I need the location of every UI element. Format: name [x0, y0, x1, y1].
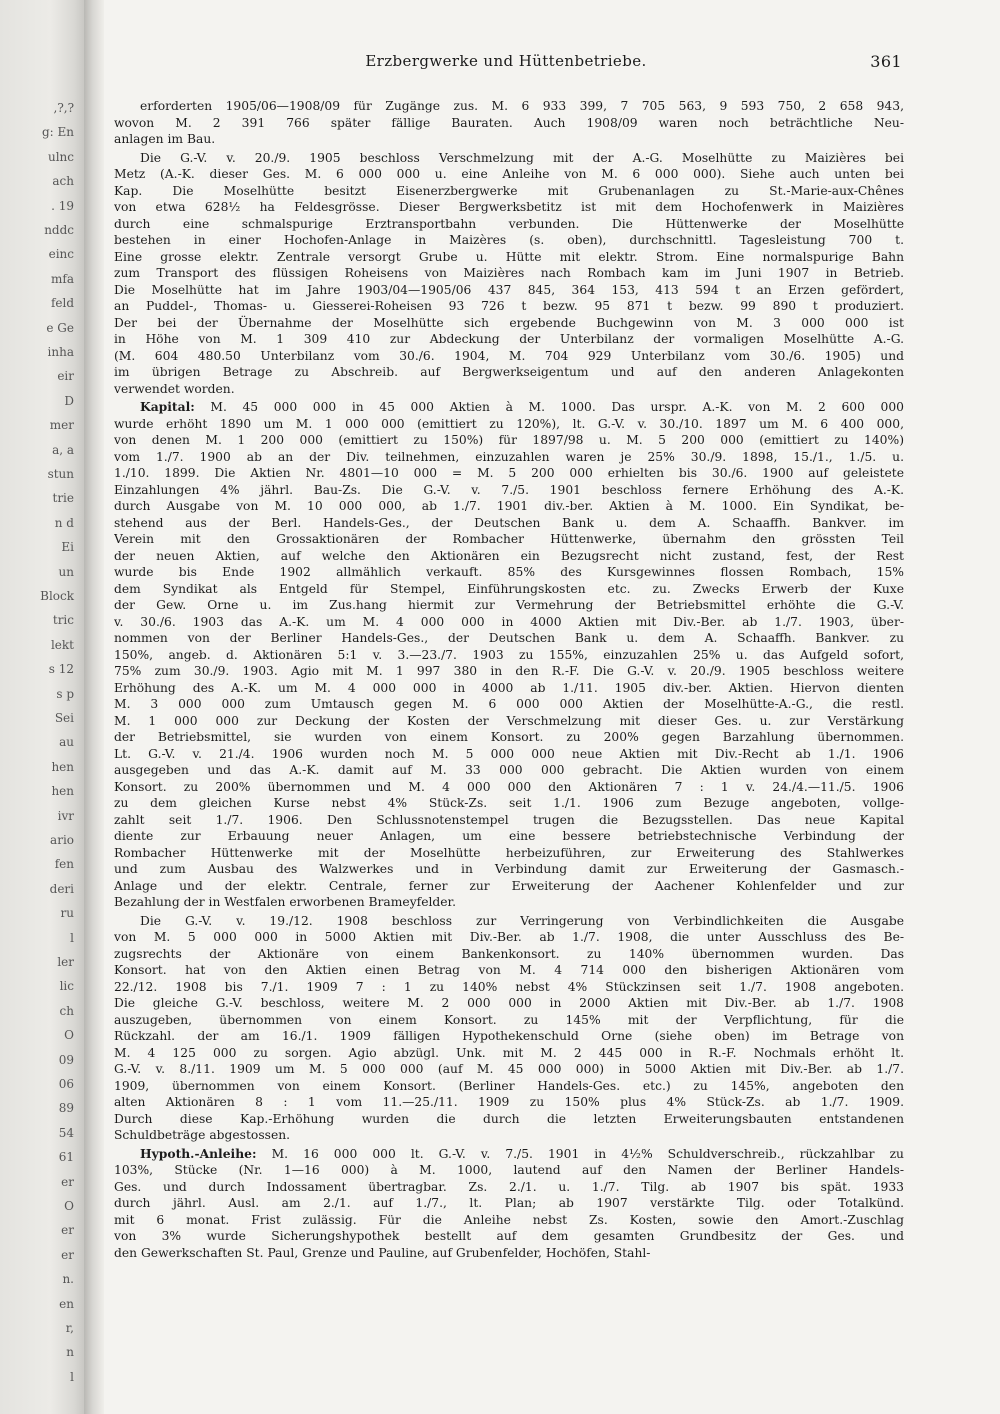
- facing-page-fragment: D: [64, 393, 74, 408]
- text-line: M. 3 000 000 zum Umtausch gegen M. 6 000 000 Aktien der Moselhütte-A.-G., die restl.: [114, 697, 904, 711]
- text-line: 22./12. 1908 bis 7./1. 1909 7 : 1 zu 140% nebst 4% Stückzinsen seit 1./7. 1908 angeboten.: [114, 979, 904, 994]
- facing-page-fragment: eir: [57, 369, 74, 384]
- facing-page-fragment: er: [61, 1174, 74, 1189]
- section-kapital: [114, 399, 904, 911]
- text-line: der neuen Aktien, auf welche den Aktionären ein Bezugsrecht nicht zustand, fest, der Rest: [114, 548, 904, 563]
- text-line: Der bei der Übernahme der Moselhütte sich ergebende Buchgewinn von M. 3 000 000 ist: [114, 315, 904, 330]
- facing-page-fragment: Ei: [61, 540, 74, 555]
- text-line: 75% zum 30./9. 1903. Agio mit M. 1 997 380 in den R.-F. Die G.-V. v. 20./9. 1905 beschloss weitere: [114, 664, 904, 678]
- text-line: v. 30./6. 1903 das A.-K. um M. 4 000 000 in 4000 Aktien mit Div.-Ber. ab 1./7. 1903, über-: [114, 614, 904, 629]
- text-line: Die gleiche G.-V. beschloss, weitere M. 2 000 000 in 2000 Aktien mit Div.-Ber. ab 1./7. 1908: [114, 996, 904, 1010]
- text-line: in Höhe von M. 1 309 410 zur Abdeckung der Unterbilanz der vormaligen Moselhütte A.-G.: [114, 332, 904, 346]
- text-line: an Puddel-, Thomas- u. Giesserei-Roheisen 93 726 t bezw. 95 871 t bezw. 99 890 t produziert.: [114, 299, 904, 313]
- facing-page-fragment: 06: [58, 1077, 74, 1091]
- facing-page-fragment: inha: [47, 345, 74, 359]
- text-line: von etwa 628½ ha Feldesgrösse. Dieser Bergwerksbetitz ist mit dem Hochofenwerk in Maizières: [114, 200, 904, 214]
- text-line: Eine grosse elektr. Zentrale versorgt Grube u. Hütte mit elektr. Strom. Eine normalspurige Bahn: [114, 249, 904, 264]
- text-line: durch jährl. Ausl. am 2./1. auf 1./7., lt. Plan; ab 1907 verstärkte Tilg. oder Totalkünd.: [114, 1196, 904, 1210]
- text-line: wurde bis Ende 1902 allmählich verkauft. 85% des Kursgewinnes flossen Rombach, 15%: [114, 565, 904, 579]
- text-line: bestehen in einer Hochofen-Anlage in Maizères (s. oben), durchschnittl. Tagesleistung 700 t.: [114, 233, 904, 247]
- facing-page-fragment: einc: [48, 247, 74, 262]
- facing-page-fragment: lic: [59, 979, 74, 994]
- facing-page-fragment: mer: [49, 418, 74, 433]
- text-line: mit 6 monat. Frist zulässig. Für die Anleihe nebst Zs. Kosten, sowie den Amort.-Zuschlag: [114, 1212, 904, 1227]
- text-line: Bezahlung der in Westfalen erworbenen Brameyfelder.: [114, 895, 456, 909]
- facing-page-fragment: un: [58, 564, 74, 579]
- facing-page-fragment: ,?,?: [53, 101, 74, 115]
- facing-page-fragment: feld: [50, 296, 74, 311]
- page-number: 361: [870, 52, 902, 71]
- text-line: wurde erhöht 1890 um M. 1 000 000 (emittiert zu 120%), lt. G.-V. v. 30./10. 1897 um M. 6 400 000,: [114, 416, 904, 431]
- facing-page-fragment: trie: [52, 491, 74, 506]
- facing-page-fragment: fen: [54, 857, 74, 872]
- text-line: im übrigen Betrage zu Abschreib. auf Bergwerkseigentum und auf den anderen Anlagekonten: [114, 365, 904, 379]
- text-line: durch eine schmalspurige Erztransportbahn verbunden. Die Hüttenwerke der Moselhütte: [114, 216, 904, 231]
- text-line: von denen M. 1 200 000 (emittiert zu 150%) für 1897/98 u. M. 5 200 000 (emittiert zu 140%): [114, 433, 904, 447]
- facing-page-fragment: en: [59, 1296, 74, 1311]
- text-line: Die Moselhütte hat im Jahre 1903/04—1905/06 437 845, 364 153, 413 594 t an Erzen gefördert,: [114, 282, 904, 297]
- text-line: (M. 604 480.50 Unterbilanz vom 30./6. 1904, M. 704 929 Unterbilanz vom 30./6. 1905) und: [114, 348, 904, 363]
- facing-page-fragment: s p: [56, 686, 74, 701]
- text-line: 1909, übernommen von einem Konsort. (Berliner Handels-Ges. etc.) zu 145%, angeboten den: [114, 1078, 904, 1093]
- text-line-content: M. 16 000 000 lt. G.-V. v. 7./5. 1901 in 4½% Schuldverschreib., rückzahlbar zu: [271, 1146, 904, 1161]
- paragraph: [114, 913, 904, 1144]
- text-line: 103%, Stücke (Nr. 1—16 000) à M. 1000, lautend auf den Namen der Berliner Handels-: [114, 1163, 904, 1177]
- text-line: vom 1./7. 1900 ab an der Div. teilnehmen, einzuzahlen waren je 25% 30./9. 1898, 15./1., 1./5. u.: [114, 449, 904, 464]
- facing-page-fragment: lekt: [50, 637, 74, 652]
- facing-page-fragment: er: [61, 1223, 74, 1238]
- text-line: 150%, angeb. d. Aktionären 5:1 v. 3.—23./7. 1903 zu 155%, einzuzahlen 25% u. das Aufgeld sofort,: [114, 647, 904, 662]
- facing-page-fragment: ach: [52, 174, 74, 189]
- text-line: Erhöhung des A.-K. um M. 4 000 000 in 4000 ab 1./11. 1905 div.-ber. Aktien. Hiervon dienten: [114, 680, 904, 695]
- facing-page-fragment: stun: [47, 467, 74, 481]
- page-fold-shadow: [84, 0, 104, 1414]
- text-line: verwendet worden.: [114, 381, 235, 396]
- text-line: durch Ausgabe von M. 10 000 000, ab 1./7. 1901 div.-ber. Aktien à M. 1000. Ein Syndikat, be-: [114, 499, 904, 513]
- text-line: und zum Ausbau des Walzwerkes und in Verbindung damit zur Erweiterung der Gasmasch.-: [114, 862, 904, 876]
- text-line: auszugeben, übernommen von einem Konsort. zu 145% mit der Verpflichtung, für die: [114, 1012, 904, 1027]
- facing-page-fragment: O: [64, 1028, 74, 1043]
- text-line: anlagen im Bau.: [114, 132, 216, 146]
- paragraph: [114, 98, 904, 148]
- text-line: Konsort. hat von den Aktien einen Betrag von M. 4 714 000 den bisherigen Aktionären vom: [114, 963, 904, 977]
- text-line: Rombacher Hüttenwerke mit der Moselhütte herbeizuführen, zur Erweiterung des Stahlwerkes: [114, 845, 904, 860]
- text-line: zum Transport des flüssigen Roheisens von Maizières nach Rombach kam im Juni 1907 in Betrieb.: [114, 266, 904, 280]
- section-label: Kapital:: [140, 399, 195, 414]
- facing-page-fragment: ulnc: [47, 149, 74, 164]
- facing-page-fragment: e Ge: [46, 320, 74, 335]
- text-line: Schuldbeträge abgestossen.: [114, 1128, 291, 1142]
- text-line: den Gewerkschaften St. Paul, Grenze und Pauline, auf Grubenfelder, Hochöfen, Stahl-: [114, 1245, 651, 1260]
- facing-page-fragment: ru: [60, 906, 74, 921]
- facing-page-fragment: O: [64, 1199, 74, 1213]
- text-line: zu dem gleichen Kurse nebst 4% Stück-Zs. seit 1./1. 1906 zum Bezuge angeboten, vollge-: [114, 796, 904, 810]
- facing-page-fragment: 61: [58, 1150, 74, 1165]
- text-line: Ges. und durch Indossament übertragbar. Zs. 2./1. u. 1./7. Tilg. ab 1907 bis spät. 1933: [114, 1179, 904, 1194]
- facing-page-fragment: au: [59, 735, 74, 750]
- text-line: Kap. Die Moselhütte besitzt Eisenerzbergwerke mit Grubenanlagen zu St.-Marie-aux-Chênes: [114, 183, 904, 198]
- facing-page-fragment: 09: [58, 1052, 74, 1067]
- text-line: [114, 399, 904, 416]
- text-line: Konsort. zu 200% übernommen und M. 4 000 000 den Aktionären 7 : 1 v. 24./4.—11./5. 1906: [114, 779, 904, 794]
- facing-page-fragment: n.: [62, 1272, 74, 1287]
- facing-page-fragment: l: [70, 1369, 74, 1384]
- facing-page-fragment: n d: [54, 515, 74, 530]
- facing-page-fragment: r,: [65, 1321, 74, 1335]
- facing-page-fragment: n: [66, 1345, 74, 1360]
- text-line: erforderten 1905/06—1908/09 für Zugänge zus. M. 6 933 399, 7 705 563, 9 593 750, 2 658 943,: [140, 99, 904, 113]
- text-line-content: M. 45 000 000 in 45 000 Aktien à M. 1000. Das urspr. A.-K. von M. 2 600 000: [210, 400, 904, 414]
- facing-page-fragment: 89: [58, 1101, 74, 1116]
- text-line: Durch diese Kap.-Erhöhung wurden die durch die letzten Erweiterungsbauten entstandenen: [114, 1111, 904, 1126]
- text-line: 1./10. 1899. Die Aktien Nr. 4801—10 000 = M. 5 200 000 erhielten bis 30./6. 1900 auf geleistete: [114, 466, 904, 480]
- facing-page-fragment: hen: [51, 759, 74, 774]
- text-line: von 3% wurde Sicherungshypothek bestellt auf dem gesamten Grundbesitz der Ges. und: [114, 1229, 904, 1243]
- text-line: Anlage und der elektr. Centrale, ferner zur Erweiterung der Aachener Kohlenfelder und zur: [114, 878, 904, 893]
- page-header: [110, 52, 902, 80]
- text-line: Rückzahl. der am 16./1. 1909 fälligen Hypothekenschuld Orne (siehe oben) im Betrage von: [114, 1029, 904, 1043]
- text-line: nommen von der Berliner Handels-Ges., der Deutschen Bank u. dem A. Schaaffh. Bankver. zu: [114, 631, 904, 645]
- facing-page-fragment: ler: [57, 955, 74, 969]
- facing-page-fragment: deri: [49, 881, 74, 896]
- text-line: der Betriebsmittel, sie wurden von einem Konsort. zu 200% gegen Barzahlung übernommen.: [114, 730, 904, 744]
- section-hypoth-anleihe: [114, 1146, 904, 1262]
- running-title: Erzbergwerke und Hüttenbetriebe.: [365, 52, 647, 70]
- text-line: zugsrechts der Aktionäre von einem Bankenkonsort. zu 140% übernommen wurden. Das: [114, 946, 904, 961]
- facing-page-fragment: ch: [59, 1003, 74, 1018]
- text-line: ausgegeben und das A.-K. damit auf M. 33 000 000 gebracht. Die Aktien wurden von einem: [114, 763, 904, 777]
- facing-page-fragment: ario: [50, 833, 74, 847]
- facing-page-fragment: mfa: [51, 271, 74, 286]
- text-line: wovon M. 2 391 766 später fällige Bauraten. Auch 1908/09 waren noch beträchtliche Neu-: [114, 115, 904, 130]
- facing-page-fragment: g: En: [41, 125, 74, 140]
- facing-page-fragment: s 12: [48, 662, 74, 677]
- facing-page-fragment: a, a: [52, 442, 74, 457]
- facing-page-fragment: tric: [52, 613, 74, 628]
- text-line: M. 4 125 000 zu sorgen. Agio abzügl. Unk. mit M. 2 445 000 in R.-F. Nochmals erhöht lt.: [114, 1045, 904, 1060]
- text-line: Die G.-V. v. 19./12. 1908 beschloss zur Verringerung von Verbindlichkeiten die Ausgabe: [140, 913, 904, 928]
- text-line: zahlt seit 1./7. 1906. Den Schlussnotenstempel trugen die Bezugsstellen. Das neue Kapital: [114, 812, 904, 827]
- text-line: [114, 1146, 904, 1163]
- facing-page-fragment: Sei: [54, 711, 74, 725]
- facing-page-fragment: . 19: [51, 198, 74, 213]
- facing-page-fragment: nddc: [44, 223, 74, 237]
- text-line: alten Aktionären 8 : 1 vom 11.—25./11. 1909 zu 150% plus 4% Stück-Zs. ab 1./7. 1909.: [114, 1095, 904, 1109]
- paragraph: [114, 150, 904, 398]
- text-line: Die G.-V. v. 20./9. 1905 beschloss Verschmelzung mit der A.-G. Moselhütte zu Maizières bei: [140, 150, 904, 165]
- facing-page-fragment: ivr: [57, 808, 74, 823]
- text-line: diente zur Erbauung neuer Anlagen, um eine bessere betriebstechnische Verbindung der: [114, 829, 904, 843]
- text-line: Verein mit den Grossaktionären der Rombacher Hüttenwerke, übernahm den grössten Teil: [114, 532, 904, 546]
- facing-page-bleed: [0, 0, 84, 1414]
- page-body: [114, 98, 904, 1261]
- text-line: Metz (A.-K. dieser Ges. M. 6 000 000 u. eine Anleihe von M. 6 000 000). Siehe auch unten bei: [114, 167, 904, 181]
- facing-page-fragment: hen: [51, 784, 74, 799]
- facing-page-fragment: er: [61, 1247, 74, 1262]
- text-line: Einzahlungen 4% jährl. Bau-Zs. Die G.-V. v. 7./5. 1901 beschloss fernere Erhöhung des A.-K.: [114, 482, 904, 497]
- facing-page-fragment: 54: [58, 1125, 74, 1140]
- text-line: M. 1 000 000 zur Deckung der Kosten der Verschmelzung mit dieser Ges. u. zur Verstärkung: [114, 713, 904, 728]
- text-line: Lt. G.-V. v. 21./4. 1906 wurden noch M. 5 000 000 neue Aktien mit Div.-Recht ab 1./1. 1906: [114, 746, 904, 761]
- text-line: der Gew. Orne u. im Zus.hang hiermit zur Vermehrung der Betriebsmittel erhöhte die G.-V.: [114, 598, 904, 612]
- section-label: Hypoth.-Anleihe:: [140, 1145, 257, 1161]
- facing-page-fragment: l: [70, 930, 74, 945]
- text-line: dem Syndikat als Entgeld für Stempel, Einführungskosten etc. zu. Zwecks Erwerb der Kuxe: [114, 581, 904, 596]
- text-line: G.-V. v. 8./11. 1909 um M. 5 000 000 (auf M. 45 000 000) in 5000 Aktien mit Div.-Ber. ab 1./7.: [114, 1062, 904, 1076]
- facing-page-fragment: Block: [40, 589, 74, 603]
- text-line: stehend aus der Berl. Handels-Ges., der Deutschen Bank u. dem A. Schaaffh. Bankver. im: [114, 515, 904, 530]
- text-line: von M. 5 000 000 in 5000 Aktien mit Div.-Ber. ab 1./7. 1908, die unter Ausschluss des Be-: [114, 930, 904, 944]
